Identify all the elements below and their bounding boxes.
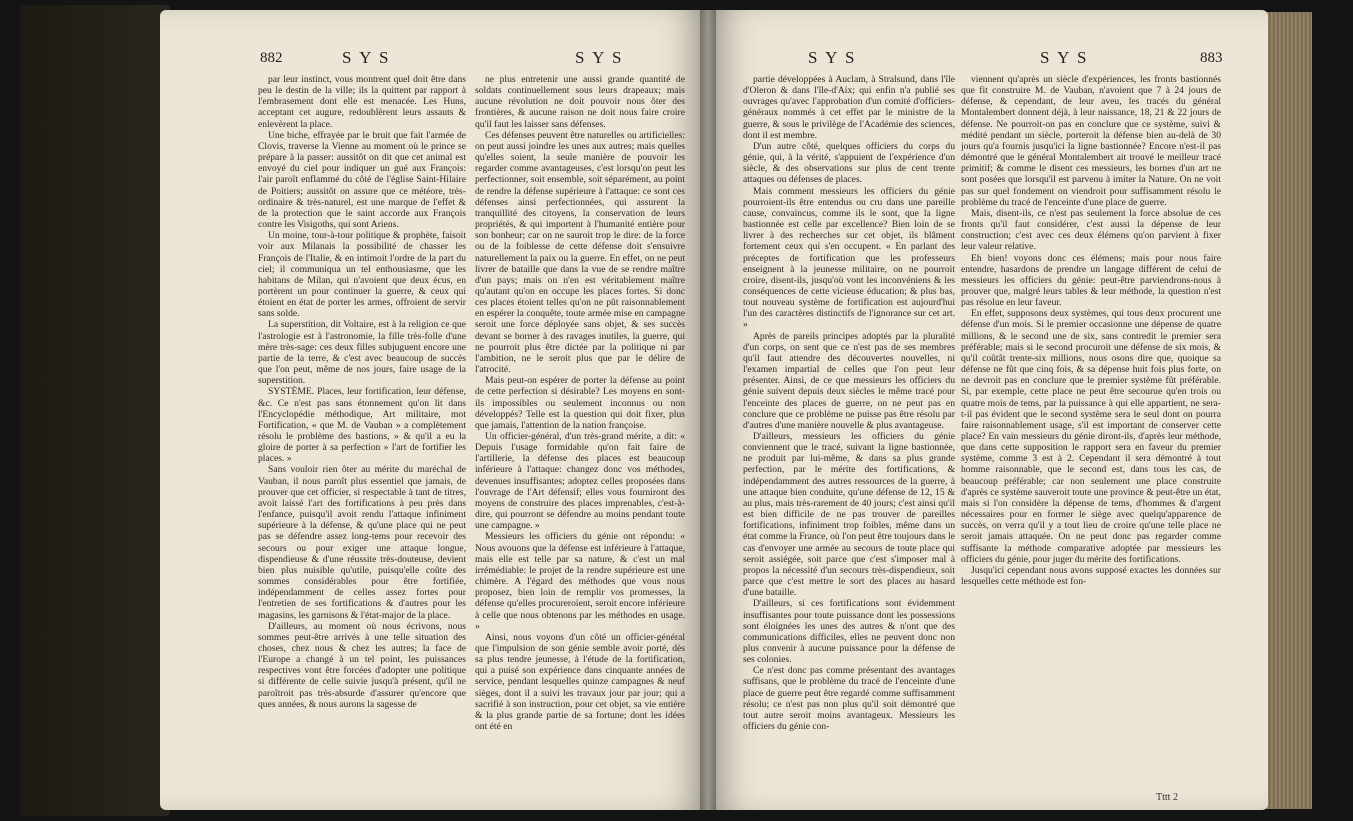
paragraph: En effet, supposons deux systèmes, qui tous deux procurent une défense d'un mois. Si le premier occasionne une dépense de quatre millions, & le second une de six, sans contredit le premier sera préférable; mais si le second procuroit une défense de six mois, & qu'il coûtât trente-six millions, nous osons dire que, quoique sa défense ne fût que cinq fois, & sa dépense huit fois plus forte, on ne devroit pas en conclure que le premier système fût préférable. Si, par exemple, cette place ne peut être secourue qu'en trois ou quatre mois de tems, par la puissance à qui elle appartient, ne sera-t-il pas évident que le second système sera le seul dont on pourra faire raisonnablement usage, s'il est important de conserver cette place? En vain messieurs du génie diront-ils, d'après leur méthode, que dans cette supposition le rapport sera en faveur du premier système, comme 3 est à 2. Cependant il sera démontré à tout homme raisonnable, que le second est, dans tous les cas, de beaucoup préférable; car non seulement une place construite d'après ce système sauveroit toute une province & peut-être un état, mais si l'on considère la dépense de tems, d'hommes & d'argent nécessaires pour en former le siège avec quelqu'apparence de succès, on verra qu'il y a tout lieu de croire qu'une telle place ne seroit jamais attaquée. On ne peut donc pas regarder comme suffisante la méthode comparative adoptée par messieurs les officiers du génie, pour juger du mérite des fortifications. — [961, 308, 1221, 565]
left-header-left: S Y S — [342, 48, 391, 67]
paragraph: Eh bien! voyons donc ces élémens; mais pour nous faire entendre, hasardons de prendre un langage différent de celui de messieurs les officiers du génie: peut-être parviendrons-nous à prouver que, malgré leurs tables & leur méthode, la question n'est pas résolue en leur faveur. — [961, 252, 1221, 309]
signature-mark: Tttt 2 — [1156, 792, 1178, 803]
paragraph: Mais peut-on espérer de porter la défense au point de cette perfection si désirable? Les moyens en sont-ils impossibles ou seulement inconnus ou non développés? Telle est la question qui doit fixer, plus que jamais, l'attention de la nation françoise. — [475, 375, 685, 431]
right-page — [708, 10, 1268, 810]
paragraph: SYSTÈME. Places, leur fortification, leur défense, &c. Ce n'est pas sans étonnement qu'on lit dans l'Encyclopédie méthodique, Art militaire, mot Fortification, « que M. de Vauban » a complètement résolu le problème des bastions, » & qu'il a eu la gloire de porter à sa perfection » l'art de fortifier les places. » — [258, 386, 466, 465]
right-page-edges — [1262, 12, 1312, 809]
paragraph: partie développées à Auclam, à Stralsund, dans l'île d'Oleron & dans l'île-d'Aix; qui enfin n'a publié ses ouvrages qu'avec l'approbation d'un comité d'officiers-généraux nommés à cet effet par le ministre de la guerre, & sous le privilège de l'Académie des sciences, dont il est membre. — [743, 74, 955, 141]
left-page — [160, 10, 708, 810]
paragraph: Mais comment messieurs les officiers du génie pourroient-ils être entendus ou cru dans une pareille cause, convaincus, comme ils le sont, que la ligne bastionnée est celle par excellence? Bien loin de se livrer à des recherches sur cet objet, ils blâment fortement ceux qui s'en occupent. « En parlant des préceptes de fortification que les professeurs enseignent à la jeunesse militaire, on ne pourroit croire, disent-ils, jusqu'où vont les inconvéniens & les conséquences de cette vicieuse éducation; & plus bas, tout nouveau système de fortification est aujourd'hui l'un des caractères distinctifs de l'ignorance sur cet art. » — [743, 185, 955, 331]
paragraph: La superstition, dit Voltaire, est à la religion ce que l'astrologie est à l'astronomie, la fille très-folle d'une mère très-sage: ces deux filles subjuguent encore une partie de la terre, & c'est avec beaucoup de succès que l'on peut, même de nos jours, faire usage de la superstition. — [258, 319, 466, 387]
paragraph: Ainsi, nous voyons d'un côté un officier-général que l'impulsion de son génie semble avoir porté, dès sa plus tendre jeunesse, à l'étude de la fortification, qui a puisé son expérience dans cinquante années de service, pendant lesquelles quinze campagnes & neuf sièges, dont il a suivi les travaux jour par jour; qui a sacrifié à son instruction, pour cet objet, sa vie entière & la plus grande partie de sa fortune; dont les idées ont été en — [475, 631, 685, 733]
paragraph: D'un autre côté, quelques officiers du corps du génie, qui, à la vérité, s'appuient de l'expérience d'un siècle, & des observations sur plus de cent trente attaques ou défenses de places. — [743, 140, 955, 186]
paragraph: Après de pareils principes adoptés par la pluralité d'un corps, on sent que ce n'est pas de ses membres qu'il faut attendre des découvertes nouvelles, ni l'examen impartial de celles que l'on peut leur présenter. Ainsi, de ce que messieurs les officiers du génie suivent depuis deux siècles le même tracé pour l'enceinte des places de guerre, on ne peut pas en conclure que ce problème ne puisse pas être résolu par d'autres d'une manière nouvelle & plus avantageuse. — [743, 330, 955, 431]
paragraph: Ces défenses peuvent être naturelles ou artificielles: on peut aussi joindre les unes aux autres; mais quelles qu'elles soient, la seule manière de pouvoir les regarder comme avantageuses, c'est lorsqu'on peut les perfectionner, soit ensemble, soit séparément, au point de rendre la défense supérieure à l'attaque: ce sont ces défenses ainsi perfectionnées, qui assurent la tranquillité des citoyens, la conservation de leurs propriétés, & qui importent à l'humanité entière pour son bonheur; car on ne sauroit trop le dire: de la force ou de la foiblesse de cette défense doit s'ensuivre naturellement la paix ou la guerre. En effet, on ne peut livrer de bataille que dans la vue de se rendre maître d'un pays; mais on n'en est véritablement maître qu'autant qu'on en occupe les places fortes. Si donc ces places étoient telles qu'on ne pût raisonnablement en espérer la conquête, toute armée mise en campagne seroit une force déployée sans objet, & ses succès devant se borner à des ravages inutiles, la guerre, qui ne pourroit plus être dictée par la politique ni par l'ambition, ne le seroit plus que par le délire de l'atrocité. — [475, 129, 685, 376]
paragraph: Un officier-général, d'un très-grand mérite, a dit: « Depuis l'usage formidable qu'on fait faire de l'artillerie, la défense des places est beaucoup inférieure à l'attaque: changez donc vos méthodes, devenues insuffisantes; adoptez celles proposées dans l'ouvrage de l'Art défensif; elles vous fourniront des moyens de construire des places imprenables, c'est-à-dire, qui pourront se défendre au moins pendant toute une campagne. » — [475, 431, 685, 532]
paragraph: D'ailleurs, au moment où nous écrivons, nous sommes peut-être arrivés à une telle situation des choses, chez nous & chez les autres; la face de l'Europe a changé à un tel point, les puissances respectives vont être forcées d'adopter une politique si différente de celle suivie jusqu'à présent, qu'il ne paroîtroit pas très-absurde d'assurer qu'encore que ques années, & nous aurons la sagesse de — [258, 620, 466, 710]
left-page-number: 882 — [260, 50, 283, 66]
paragraph: Ce n'est donc pas comme présentant des avantages suffisans, que le problème du tracé de l'enceinte d'une place de guerre peut être regardé comme suffisamment résolu; ce n'est pas non plus qu'il soit démontré que tout autre seroit moins avantageux. Messieurs les officiers du génie con- — [743, 665, 955, 733]
left-column-1 — [258, 74, 466, 796]
paragraph: Un moine, tour-à-tour politique & prophète, faisoit voir aux Milanais la possibilité de chasser les François de l'Italie, & en intimoit l'ordre de la part du ciel; il communiqua un tel enthousiasme, que les habitans de Milan, qui n'avoient que deux écus, en portèrent un pour continuer la guerre, & ceux qui étoient en état de porter les armes, offroient de servir sans solde. — [258, 230, 466, 320]
right-column-2 — [961, 74, 1221, 788]
paragraph: Jusqu'ici cependant nous avons supposé exactes les données sur lesquelles cette méthode est fon- — [961, 564, 1221, 588]
right-page-number: 883 — [1200, 50, 1223, 66]
paragraph: viennent qu'après un siècle d'expériences, les fronts bastionnés que fit construire M. de Vauban, n'avoient que 7 à 24 jours de défense, & cependant, de leur aveu, les tracés du général Montalembert donnent déjà, à leur naissance, 18, 21 & 22 jours de défense. Ne pourroit-on pas en conclure que ce système, suivi & médité pendant un siècle, porteroit la défense bien au-delà de 30 jours qu'a fournis jusqu'ici la ligne bastionnée? Encore n'est-il pas démontré que le général Montalembert ait trouvé le meilleur tracé primitif; & comme le disent ces messieurs, les bornes d'un art ne sont posées que lorsqu'il est parvenu à imiter la Nature. On ne voit pas sur quel fondement on viendroit pour suffisamment résolu le problème du tracé de l'enceinte d'une place de guerre. — [961, 74, 1221, 208]
right-column-1 — [743, 74, 955, 796]
paragraph: Une biche, effrayée par le bruit que fait l'armée de Clovis, traverse la Vienne au moment où le prince se prépare à la passer: aussitôt on dit que cet animal est envoyé du ciel pour indiquer un gué aux François: l'air paroît enflammé du côté de l'église Saint-Hilaire de Poitiers; aussitôt on assure que ce météore, très-ordinaire & très-naturel, est une marque de l'effet & de la protection que le saint accorde aux François contre les Visigoths, qui sont Ariens. — [258, 129, 466, 231]
paragraph: Messieurs les officiers du génie ont répondu: « Nous avouons que la défense est inférieure à l'attaque, mais elle est telle par sa nature, & c'est un mal irrémédiable: le projet de la rendre supérieure est une chimère. A l'égard des méthodes que vous nous proposez, bien loin de remplir vos promesses, la défense qu'elles procureroient, seroit encore inférieure à celle que nous obtenons par les méthodes en usage. » — [475, 531, 685, 632]
paragraph: ne plus entretenir une aussi grande quantité de soldats continuellement sous leurs drapeaux; mais aucune révolution ne doit pouvoir nous ôter des frontières, & aucune raison ne doit nous faire croire qu'il faut les laisser sans défenses. — [475, 74, 685, 130]
paragraph: par leur instinct, vous montrent quel doit être dans peu le destin de la ville; ils la quittent par rapport à l'embrasement dont elle est menacée. Les Huns, acceptant cet augure, redoublèrent leurs assauts & enlevèrent la place. — [258, 74, 466, 130]
paragraph: D'ailleurs, si ces fortifications sont évidemment insuffisantes pour toute puissance dont les possessions sont éloignées les unes des autres & n'ont que des communications difficiles, elles ne peuvent donc non plus convenir à aucune puissance pour la défense de ses colonies. — [743, 598, 955, 666]
left-column-2 — [475, 74, 685, 796]
paragraph: Mais, disent-ils, ce n'est pas seulement la force absolue de ces fronts qu'il faut considérer, c'est aussi la dépense de leur construction; c'est avec ces deux élémens qu'on parvient à fixer leur valeur relative. — [961, 207, 1221, 253]
right-header-right: S Y S — [1040, 48, 1089, 67]
book-spine-shadow — [700, 10, 716, 810]
left-header-right: S Y S — [575, 48, 624, 67]
left-book-cover — [20, 5, 170, 816]
paragraph: Sans vouloir rien ôter au mérite du maréchal de Vauban, il nous paroît plus essentiel que jamais, de prouver que cet officier, si respectable à tant de titres, avoit laissé l'art des fortifications à peu près dans l'enfance, puisqu'il avoit rendu l'attaque infiniment supérieure à la défense, & qu'une place qui ne peut pas se défendre assez long-tems pour recevoir des secours ou pour exiger une attaque longue, dispendieuse & d'une réussite très-douteuse, devient bien plus nuisible qu'utile, puisqu'elle coûte des sommes considérables pour être fortifiée, indépendamment de celles assez fortes pour l'entretien de ses fortifications & d'autres pour les magasins, les garnisons & l'état-major de la place. — [258, 464, 466, 621]
paragraph: D'ailleurs, messieurs les officiers du génie conviennent que le tracé, suivant la ligne bastionnée, ne produit par lui-même, & dans sa plus grande perfection, par le mérite des fortifications, & indépendamment des autres ressources de la guerre, à une attaque bien conduite, qu'une défense de 12, 15 & au plus, mais très-rarement de 40 jours; c'est ainsi qu'il est bien difficile de ne pas trouver de pareilles fortifications, infiniment trop foibles, même dans un état comme la France, où l'on peut être toujours dans le cas d'envoyer une armée au secours de toute place qui seroit assiégée, soit parce que c'est s'imposer mal à propos la nécessité d'un secours très-dispendieux, soit parce que c'est mettre le sort des places au hasard d'une bataille. — [743, 431, 955, 599]
right-header-left: S Y S — [808, 48, 857, 67]
